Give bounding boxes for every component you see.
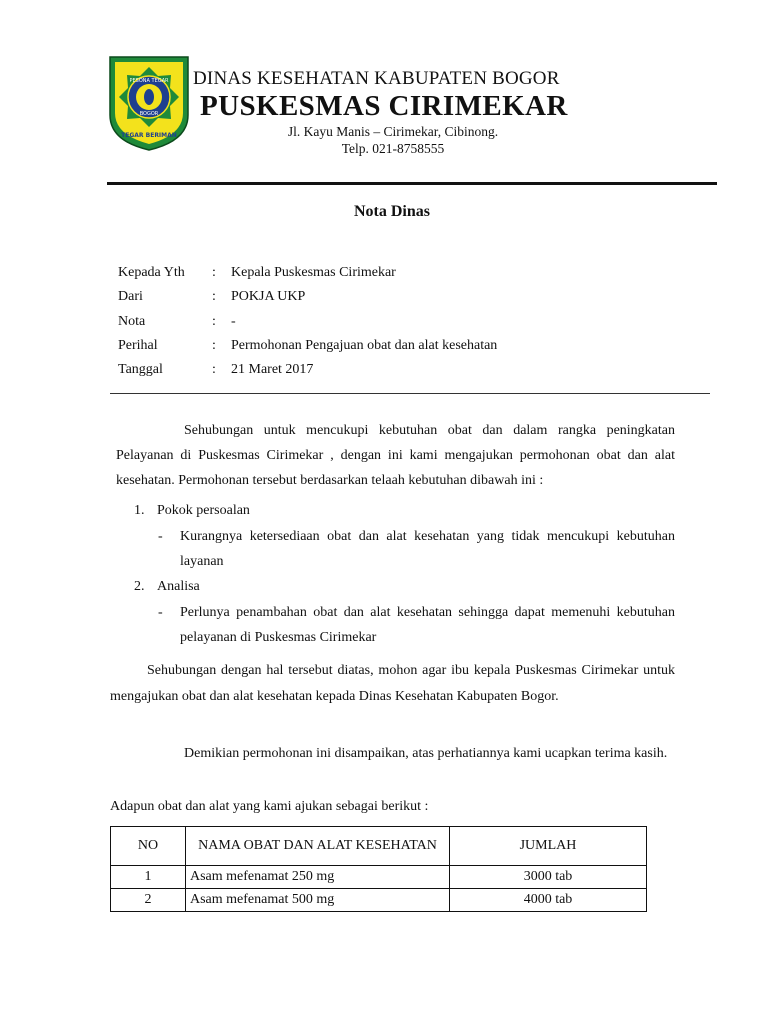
table-intro: Adapun obat dan alat yang kami ajukan sebagai berikut : <box>110 799 429 814</box>
paragraph-request: Sehubungan dengan hal tersebut diatas, mohon agar ibu kepala Puskesmas Cirimekar untuk mengajukan obat dan alat kesehatan kepada Dinas Kesehatan Kabupaten Bogor. <box>110 663 675 704</box>
paragraph-closing: Demikian permohonan ini disampaikan, atas perhatiannya kami ucapkan terima kasih. <box>184 746 668 761</box>
meta-label: Tanggal <box>118 362 163 378</box>
meta-label: Dari <box>118 289 143 305</box>
list-heading: Analisa <box>157 579 200 594</box>
meta-value: Kepala Puskesmas Cirimekar <box>231 265 396 280</box>
meta-colon: : <box>212 313 216 329</box>
document-title: Nota Dinas <box>353 203 430 220</box>
meta-label: Perihal <box>118 337 158 353</box>
meta-value: POKJA UKP <box>231 289 306 305</box>
table-header-row <box>111 827 647 866</box>
svg-text:TEGAR BERIMAN: TEGAR BERIMAN <box>121 132 177 139</box>
header-divider <box>107 182 717 185</box>
office-phone: Telp. 021-8758555 <box>341 141 445 156</box>
office-name: PUSKESMAS CIRIMEKAR <box>200 90 568 122</box>
list-bullet: - <box>158 529 163 544</box>
list-number: 1. <box>134 503 145 518</box>
cell-name: Asam mefenamat 500 mg <box>186 889 450 912</box>
paragraph-intro: Sehubungan untuk mencukupi kebutuhan obat dan dalam rangka peningkatan Pelayanan di Puskesmas Cirimekar , dengan ini kami mengajukan permohonan obat dan alat kesehatan. Permohonan tersebut berdasarkan telaah kebutuhan dibawah ini : <box>116 423 675 488</box>
table-row <box>111 889 647 912</box>
svg-text:BOGOR: BOGOR <box>139 111 159 117</box>
items-table <box>110 826 647 912</box>
meta-colon: : <box>212 289 216 305</box>
meta-value: Permohonan Pengajuan obat dan alat kesehatan <box>231 337 498 353</box>
list-detail: Perlunya penambahan obat dan alat kesehatan sehingga dapat memenuhi kebutuhan pelayanan di Puskesmas Cirimekar <box>180 605 675 645</box>
meta-label: Kepada Yth <box>118 265 185 280</box>
cell-qty: 4000 tab <box>450 889 647 912</box>
cell-no: 1 <box>111 866 186 889</box>
list-bullet: - <box>158 605 163 620</box>
meta-colon: : <box>212 337 216 353</box>
table-row <box>111 866 647 889</box>
cell-name: Asam mefenamat 250 mg <box>186 866 450 889</box>
meta-colon: : <box>212 362 216 378</box>
list-heading: Pokok persoalan <box>157 503 250 518</box>
list-number: 2. <box>134 579 145 594</box>
puskesmas-logo <box>108 55 190 152</box>
meta-value: 21 Maret 2017 <box>231 362 314 378</box>
meta-divider <box>110 393 710 394</box>
meta-label: Nota <box>118 313 146 329</box>
meta-colon: : <box>212 265 216 280</box>
meta-value: - <box>231 313 236 329</box>
agency-name: DINAS KESEHATAN KABUPATEN BOGOR <box>193 68 560 89</box>
office-address: Jl. Kayu Manis – Cirimekar, Cibinong. <box>287 124 499 139</box>
column-header-no: NO <box>111 827 186 866</box>
cell-qty: 3000 tab <box>450 866 647 889</box>
column-header-qty: JUMLAH <box>450 827 647 866</box>
column-header-name: NAMA OBAT DAN ALAT KESEHATAN <box>186 827 450 866</box>
cell-no: 2 <box>111 889 186 912</box>
svg-text:PESONA TEGAR: PESONA TEGAR <box>129 78 169 84</box>
list-detail: Kurangnya ketersediaan obat dan alat kesehatan yang tidak mencukupi kebutuhan layanan <box>180 529 675 569</box>
